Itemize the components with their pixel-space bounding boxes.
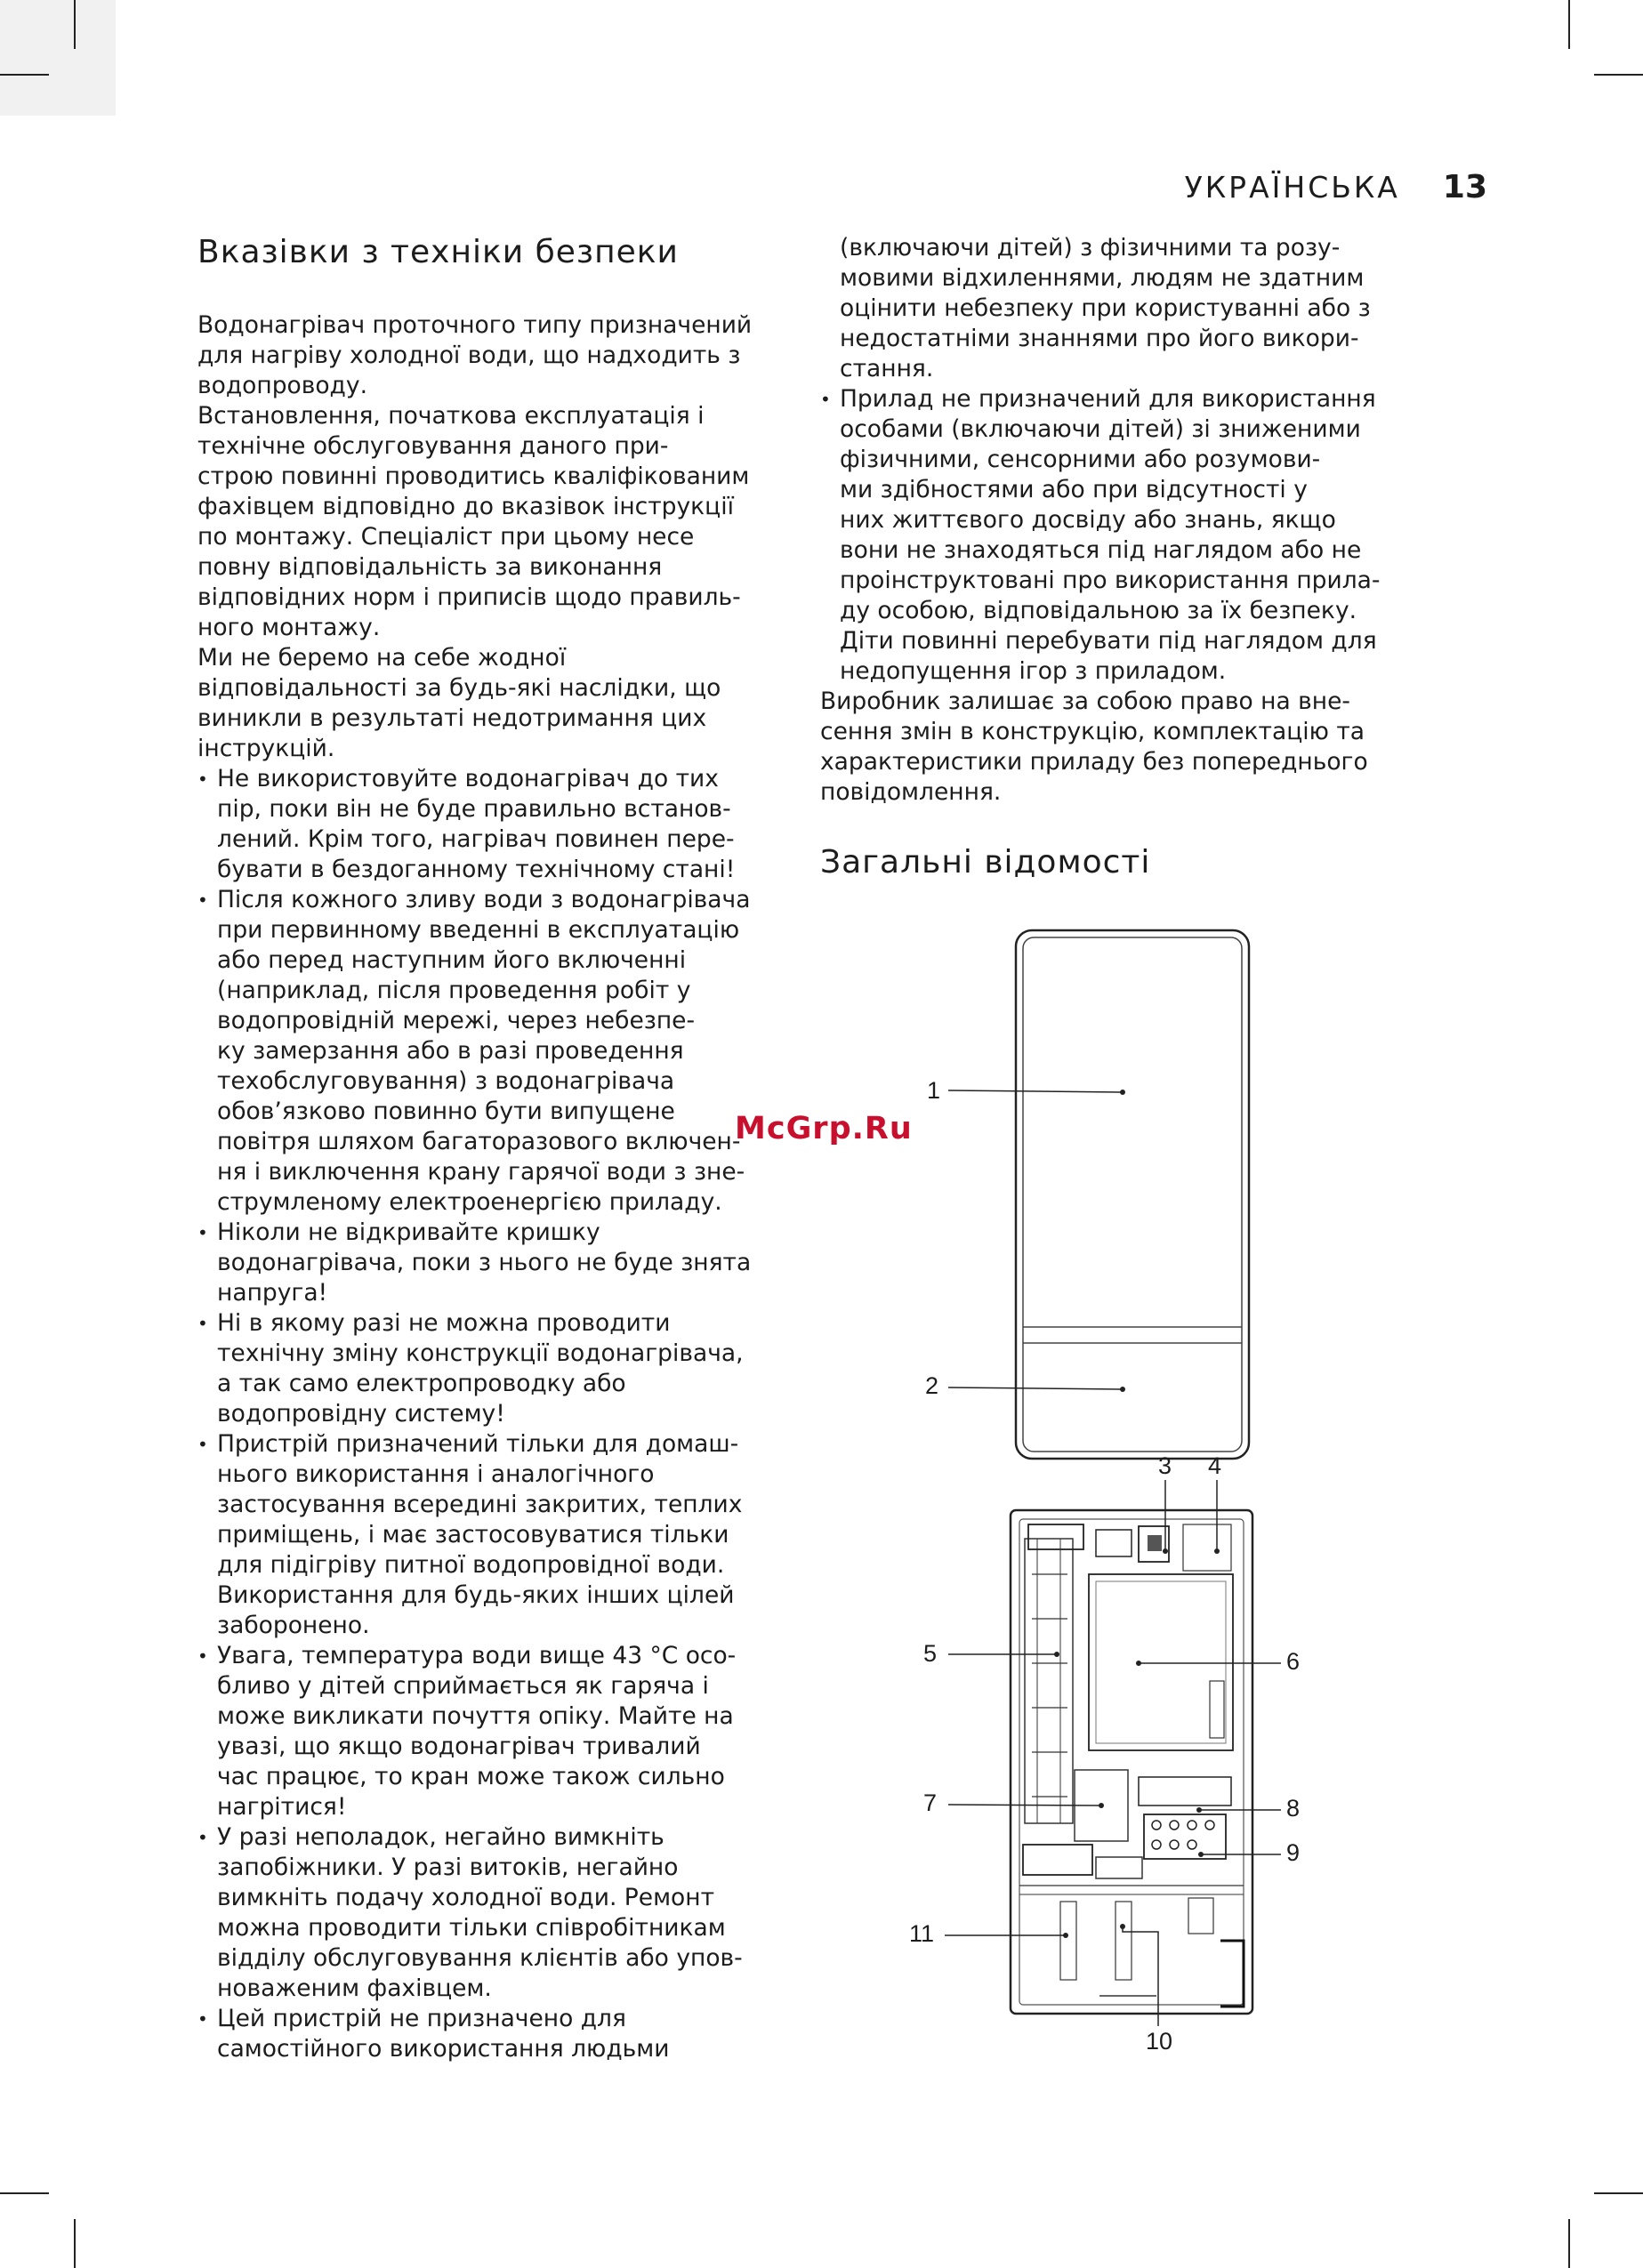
crop-mark — [1568, 0, 1570, 49]
bullet-item: • Увага, температура води вище 43 °С осо- бливо у дітей сприймається як гаряча і може викликати почуття опіку. Майте на увазі, що якщо водонагрівач тривалий час працює, то кран може також сильно нагрітися! — [197, 1641, 802, 1822]
callout-label: 10 — [1146, 2028, 1173, 2055]
page-number: 13 — [1442, 169, 1487, 205]
callout-label: 2 — [925, 1372, 939, 1399]
bullet-item: • У разі неполадок, негайно вимкніть запобіжники. У разі витоків, негайно вимкніть подачу холодної води. Ремонт можна проводити тільки співробітникам відділу обслуговування клієнтів або упов- новаженим фахівцем. — [197, 1822, 802, 2004]
paragraph: Ми не беремо на себе жодної відповідальності за будь-які наслідки, що виникли в результаті недотримання цих інструкцій. — [197, 644, 721, 762]
bullet-item: • Пристрій призначений тільки для домаш- нього використання і аналогічного застосування всередині закритих, теплих приміщень, і має застосовуватися тільки для підігріву питної водопровідної води. Використання для будь-яких інших цілей заборонено. — [197, 1429, 802, 1641]
bullet-item: • Не використовуйте водонагрівач до тих пір, поки він не буде правильно встанов- лений. Крім того, нагрівач повинен пере- бувати в бездоганному технічному стані! — [197, 764, 802, 885]
paragraph: Водонагрівач проточного типу призначений для нагріву холодної води, що надходить з водопроводу. — [197, 311, 753, 399]
callout-label: 8 — [1286, 1795, 1301, 1822]
page-header — [1185, 169, 1487, 205]
left-column — [197, 233, 802, 2064]
callout-label: 9 — [1286, 1839, 1301, 1866]
callout-4 — [1208, 1452, 1221, 1554]
callout-11 — [909, 1920, 1068, 1947]
callout-9 — [1198, 1839, 1300, 1866]
intro-text — [197, 310, 802, 764]
safety-bullets — [197, 764, 802, 2064]
bullet-item: • Після кожного зливу води з водонагрівача при первинному введенні в експлуатацію або перед наступним його включенні (наприклад, після проведення робіт у водопровідній мережі, через небезпе- ку замерзання або в разі проведення техобслуговування) з водонагрівача обов’язково повинно бути випущене повітря шляхом багаторазового включен- ня і виключення крану гарячої води з зне- струмленому електроенергією приладу. — [197, 885, 802, 1218]
callout-10 — [1120, 1924, 1172, 2055]
callout-label: 1 — [927, 1077, 941, 1104]
crop-mark — [1594, 2192, 1643, 2194]
bullet-item: • Ні в якому разі не можна проводити технічну зміну конструкції водонагрівача, а так само електропроводку або водопровідну систему! — [197, 1308, 802, 1429]
language-label: УКРАЇНСЬКА — [1184, 170, 1400, 205]
section-title-general: Загальні відомості — [820, 844, 1151, 881]
crop-mark — [1594, 74, 1643, 76]
crop-mark — [1568, 2219, 1570, 2268]
callout-label: 7 — [923, 1789, 938, 1816]
callout-label: 3 — [1158, 1452, 1172, 1479]
crop-mark — [0, 74, 49, 76]
water-heater-diagram — [890, 916, 1352, 2072]
crop-mark — [74, 2219, 76, 2268]
corner-shade — [0, 0, 116, 116]
diagram-svg — [890, 916, 1352, 2072]
callout-8 — [1196, 1795, 1300, 1822]
crop-mark — [74, 0, 76, 49]
paragraph: Встановлення, початкова експлуатація і технічне обслуговування даного при- строю повинні проводитись кваліфікованим фахівцем відповідно до вказівок інструкції по монтажу. Спеціаліст при цьому несе повну відповідальність за виконання відповідних норм і приписів щодо правиль- ного монтажу. — [197, 402, 750, 641]
right-column — [820, 233, 1425, 921]
callout-label: 4 — [1208, 1452, 1222, 1479]
bullet-item: • Цей пристрій не призначено для самостійного використання людьми — [197, 2004, 802, 2064]
crop-mark — [0, 2192, 49, 2194]
bullet-item: • Прилад не призначений для використання особами (включаючи дітей) зі зниженими фізичними, сенсорними або розумови- ми здібностями або при відсутності у них життєвого досвіду або знань, якщо вони не знаходяться під наглядом або не проінструктовані про використання прила- ду особою, відповідальною за їх безпеку. Діти повинні перебувати під наглядом для недопущення ігор з приладом. — [820, 384, 1425, 687]
internal-unit — [1011, 1510, 1252, 2014]
watermark: McGrp.Ru — [735, 1111, 913, 1146]
callout-7 — [923, 1789, 1104, 1816]
bullet-item-continued: (включаючи дітей) з фізичними та розу- мовими відхиленнями, людям не здатним оцінити небезпеку при користуванні або з недостатніми знаннями про його викори- стання. — [840, 234, 1371, 382]
section-title-safety: Вказівки з техніки безпеки — [197, 234, 679, 270]
callout-6 — [1136, 1648, 1300, 1675]
front-cover — [1016, 930, 1249, 1459]
callout-label: 6 — [1286, 1648, 1301, 1675]
callout-1 — [927, 1077, 1125, 1104]
bullet-item: • Ніколи не відкривайте кришку водонагрівача, поки з нього не буде знята напруга! — [197, 1218, 802, 1308]
callout-label: 5 — [923, 1640, 938, 1667]
callout-2 — [925, 1372, 1125, 1399]
callout-label: 11 — [909, 1920, 935, 1947]
closing-paragraph: Виробник залишає за собою право на вне- сення змін в конструкцію, комплектацію та характеристики приладу без попереднього повідомлення. — [820, 688, 1368, 806]
